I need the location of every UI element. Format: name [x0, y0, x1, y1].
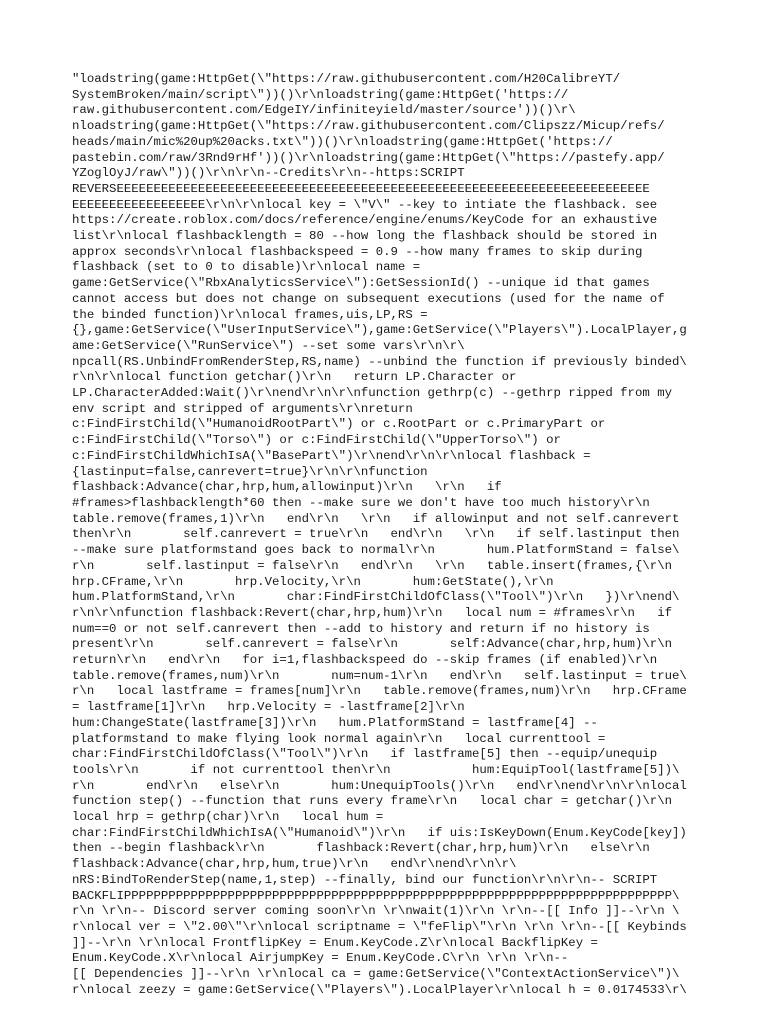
text-line: r\n self.lastinput = false\r\n end\r\n \r\n table.insert(frames,{\r\n [72, 558, 673, 573]
text-line: YZoglOyJ/raw\"))()\r\n\r\n--Credits\r\n--https:SCRIPT [72, 166, 465, 181]
text-line: = lastframe[1]\r\n hrp.Velocity = -lastframe[2]\r\n [72, 700, 465, 715]
text-line: the binded function)\r\nlocal frames,uis,LP,RS = [72, 307, 428, 322]
text-line: present\r\n self.canrevert = false\r\n self:Advance(char,hrp,hum)\r\n [72, 637, 673, 652]
text-line: c:FindFirstChildWhichIsA(\"BasePart\")\r\nend\r\n\r\nlocal flashback = [72, 448, 591, 463]
text-line: char:FindFirstChildWhichIsA(\"Humanoid\")\r\n if uis:IsKeyDown(Enum.KeyCode[key]) [72, 825, 687, 840]
text-line: num==0 or not self.canrevert then --add to history and return if no history is [72, 621, 650, 636]
text-line: platformstand to make flying look normal again\r\n local currenttool = [72, 731, 606, 746]
text-line: r\n \r\n-- Discord server coming soon\r\n \r\nwait(1)\r\n \r\n--[[ Info ]]--\r\n \ [72, 904, 680, 919]
text-line: nloadstring(game:HttpGet(\"https://raw.githubusercontent.com/Clipszz/Micup/refs/ [72, 119, 665, 134]
text-line: r\n local lastframe = frames[num]\r\n table.remove(frames,num)\r\n hrp.CFrame [72, 684, 687, 699]
text-line: pastebin.com/raw/3Rnd9rHf'))()\r\nloadstring(game:HttpGet(\"https://pastefy.app/ [72, 150, 665, 165]
text-line: --make sure platformstand goes back to normal\r\n hum.PlatformStand = false\ [72, 543, 680, 558]
text-line: Enum.KeyCode.X\r\nlocal AirjumpKey = Enum.KeyCode.C\r\n \r\n \r\n-- [72, 951, 569, 966]
text-line: [[ Dependencies ]]--\r\n \r\nlocal ca = game:GetService(\"ContextActionService\")\ [72, 967, 680, 982]
text-line: table.remove(frames,1)\r\n end\r\n \r\n if allowinput and not self.canrevert [72, 511, 680, 526]
text-line: return\r\n end\r\n for i=1,flashbackspeed do --skip frames (if enabled)\r\n [72, 653, 658, 668]
text-line: char:FindFirstChildOfClass(\"Tool\")\r\n if lastframe[5] then --equip/unequip [72, 747, 658, 762]
text-line: env script and stripped of arguments\r\nreturn [72, 401, 413, 416]
text-line: #frames>flashbacklength*60 then --make sure we don't have too much history\r\n [72, 495, 650, 510]
text-line: r\nlocal zeezy = game:GetService(\"Players\").LocalPlayer\r\nlocal h = 0.0174533\r\ [72, 982, 687, 997]
text-line: {lastinput=false,canrevert=true}\r\n\r\nfunction [72, 464, 428, 479]
text-line: REVERSEEEEEEEEEEEEEEEEEEEEEEEEEEEEEEEEEEEEEEEEEEEEEEEEEEEEEEEEEEEEEEEEEEEEEEEE [72, 181, 650, 196]
text-line: hrp.CFrame,\r\n hrp.Velocity,\r\n hum:GetState(),\r\n [72, 574, 554, 589]
text-line: r\nlocal ver = \"2.00\"\r\nlocal scriptname = \"feFlip\"\r\n \r\n \r\n--[[ Keybinds [72, 919, 687, 934]
text-line: then --begin flashback\r\n flashback:Revert(char,hrp,hum)\r\n else\r\n [72, 841, 650, 856]
text-line: c:FindFirstChild(\"Torso\") or c:FindFirstChild(\"UpperTorso\") or [72, 433, 561, 448]
text-line: cannot access but does not change on subsequent executions (used for the name of [72, 291, 665, 306]
text-line: flashback (set to 0 to disable)\r\nlocal name = [72, 260, 421, 275]
text-line: "loadstring(game:HttpGet(\"https://raw.githubusercontent.com/H20CalibreYT/ [72, 72, 621, 86]
text-line: local hrp = gethrp(char)\r\n local hum = [72, 810, 384, 825]
text-line: approx seconds\r\nlocal flashbackspeed = 0.9 --how many frames to skip during [72, 244, 643, 259]
text-line: flashback:Advance(char,hrp,hum,allowinput)\r\n \r\n if [72, 480, 502, 495]
text-line: nRS:BindToRenderStep(name,1,step) --finally, bind our function\r\n\r\n-- SCRIPT [72, 872, 658, 887]
script-text-block [72, 72, 687, 998]
text-line: npcall(RS.UnbindFromRenderStep,RS,name) --unbind the function if previously binded\ [72, 354, 687, 369]
text-line: EEEEEEEEEEEEEEEEEE\r\n\r\nlocal key = \"V\" --key to intiate the flashback. see [72, 197, 658, 212]
text-line: raw.githubusercontent.com/EdgeIY/infiniteyield/master/source'))()\r\ [72, 103, 576, 118]
text-line: tools\r\n if not currenttool then\r\n hum:EquipTool(lastframe[5])\ [72, 762, 680, 777]
text-line: https://create.roblox.com/docs/reference/engine/enums/KeyCode for an exhaustive [72, 213, 658, 228]
text-line: LP.CharacterAdded:Wait()\r\nend\r\n\r\nfunction gethrp(c) --gethrp ripped from my [72, 386, 673, 401]
text-line: BACKFLIPPPPPPPPPPPPPPPPPPPPPPPPPPPPPPPPPPPPPPPPPPPPPPPPPPPPPPPPPPPPPPPPPPPPPPPPPP\ [72, 888, 680, 903]
text-line: {},game:GetService(\"UserInputService\"),game:GetService(\"Players\").LocalPlayer,g [72, 323, 687, 338]
text-line: game:GetService(\"RbxAnalyticsService\"):GetSessionId() --unique id that games [72, 276, 650, 291]
text-line: SystemBroken/main/script\"))()\r\nloadstring(game:HttpGet('https:// [72, 87, 569, 102]
text-line: heads/main/mic%20up%20acks.txt\"))()\r\nloadstring(game:HttpGet('https:// [72, 134, 613, 149]
text-line: ame:GetService(\"RunService\") --set some vars\r\n\r\ [72, 338, 465, 353]
text-line: r\n\r\nlocal function getchar()\r\n return LP.Character or [72, 370, 517, 385]
text-line: then\r\n self.canrevert = true\r\n end\r\n \r\n if self.lastinput then [72, 527, 680, 542]
text-line: hum.PlatformStand,\r\n char:FindFirstChildOfClass(\"Tool\")\r\n })\r\nend\ [72, 590, 680, 605]
text-line: table.remove(frames,num)\r\n num=num-1\r\n end\r\n self.lastinput = true\ [72, 668, 687, 683]
text-line: hum:ChangeState(lastframe[3])\r\n hum.PlatformStand = lastframe[4] -- [72, 715, 598, 730]
text-line: r\n end\r\n else\r\n hum:UnequipTools()\r\n end\r\nend\r\n\r\nlocal [72, 778, 687, 793]
text-line: r\n\r\nfunction flashback:Revert(char,hrp,hum)\r\n local num = #frames\r\n if [72, 605, 673, 620]
text-line: list\r\nlocal flashbacklength = 80 --how long the flashback should be stored in [72, 229, 658, 244]
text-line: function step() --function that runs every frame\r\n local char = getchar()\r\n [72, 794, 673, 809]
text-line: c:FindFirstChild(\"HumanoidRootPart\") or c.RootPart or c.PrimaryPart or [72, 417, 606, 432]
text-line: ]]--\r\n \r\nlocal FrontflipKey = Enum.KeyCode.Z\r\nlocal BackflipKey = [72, 935, 598, 950]
text-line: flashback:Advance(char,hrp,hum,true)\r\n end\r\nend\r\n\r\ [72, 857, 517, 872]
